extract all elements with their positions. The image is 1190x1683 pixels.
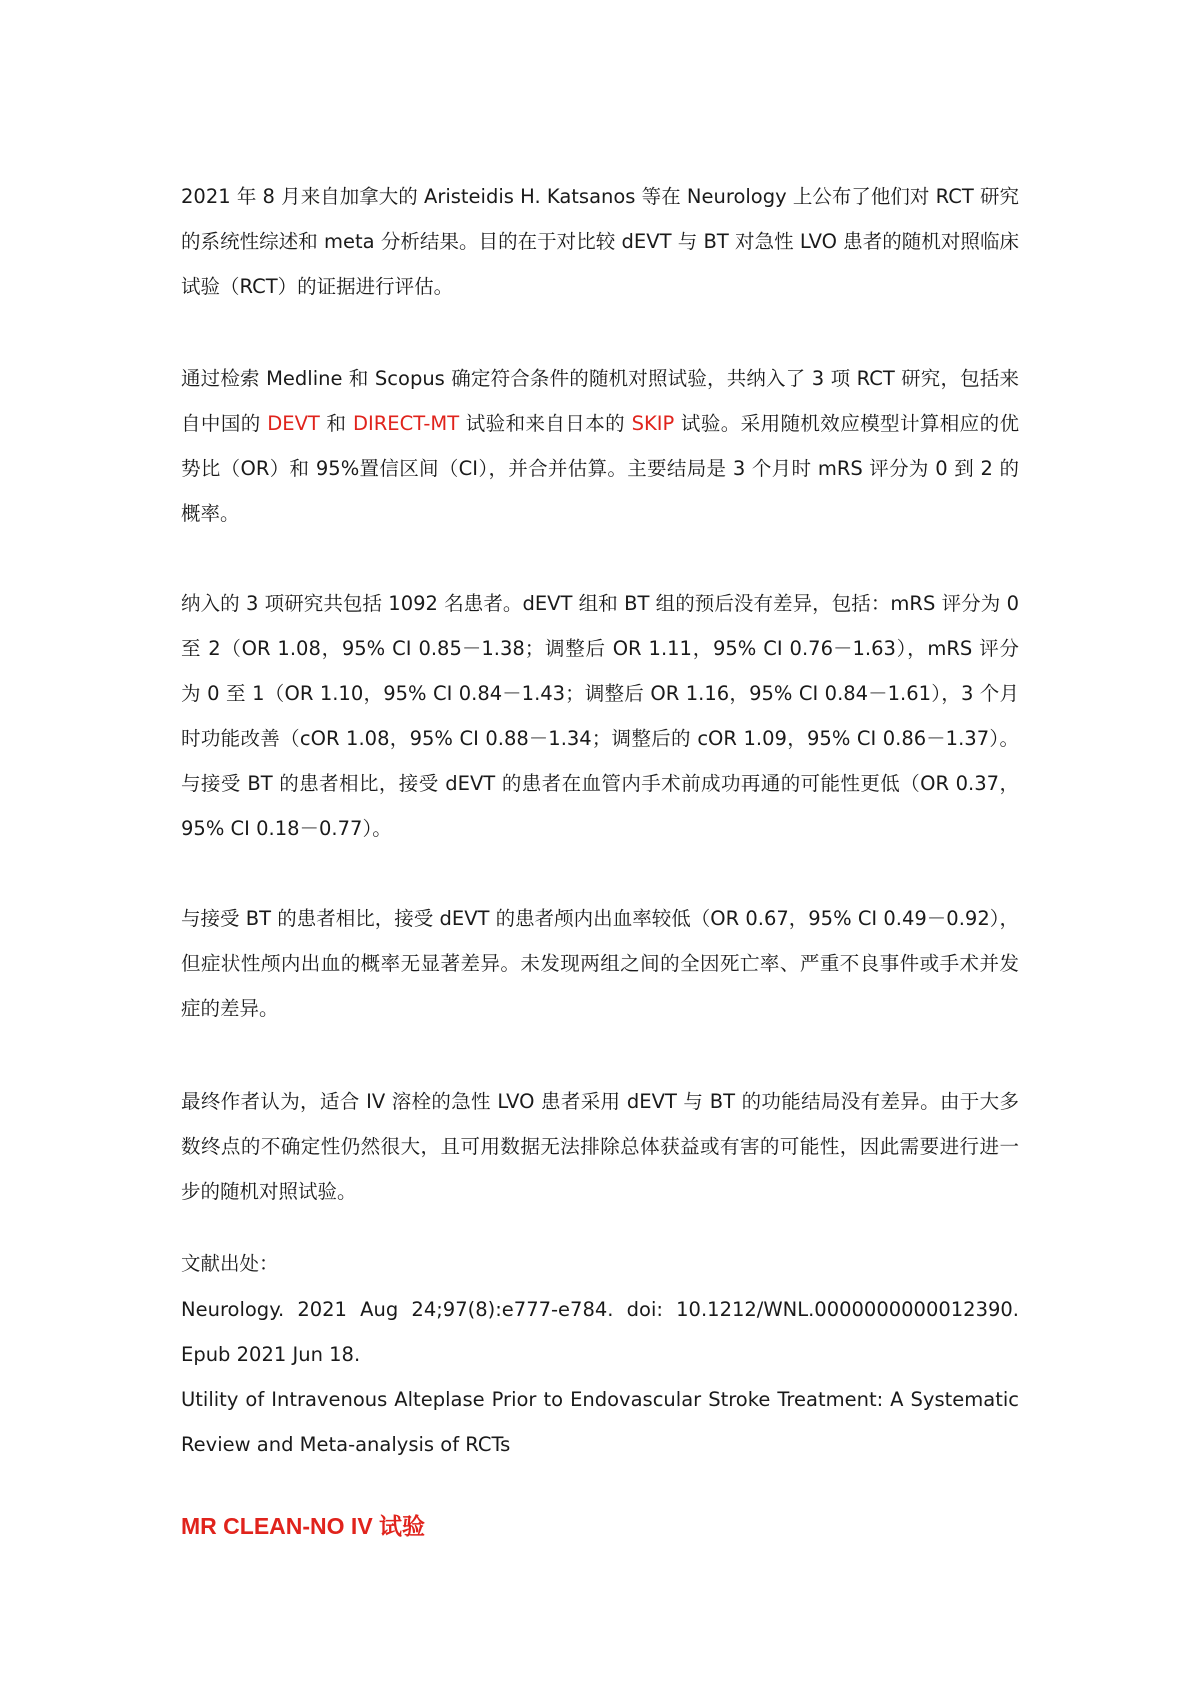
reference-title: Utility of Intravenous Alteplase Prior to Endovascular Stroke Treatment: A Systematic Review and Meta-analysis of RCTs [181, 1388, 1019, 1456]
methods-text-a: 通过检索 Medline 和 Scopus 确定符合条件的随机对照试验，共纳入了 3 项 RCT 研究，包括来自中国的 [181, 366, 1019, 435]
methods-text-d: 试验。采用随机效应模型计算相应的优势比（OR）和 95%置信区间（CI），并合并估算。主要结局是 3 个月时 mRS 评分为 0 到 2 的概率。 [181, 411, 1019, 525]
trial-devt-link[interactable]: DEVT [267, 411, 320, 435]
trial-direct-mt-link[interactable]: DIRECT-MT [352, 411, 460, 435]
paragraph-conclusion: 最终作者认为，适合 IV 溶栓的急性 LVO 患者采用 dEVT 与 BT 的功能结局没有差异。由于大多数终点的不确定性仍然很大，且可用数据无法排除总体获益或有害的可能性，因此需要进行进一步的随机对照试验。 [181, 1089, 1019, 1203]
paragraph-methods [181, 356, 1019, 536]
paragraph-safety: 与接受 BT 的患者相比，接受 dEVT 的患者颅内出血率较低（OR 0.67，95% CI 0.49－0.92），但症状性颅内出血的概率无显著差异。未发现两组之间的全因死亡率、严重不良事件或手术并发症的差异。 [181, 906, 1019, 1020]
paragraph-results: 纳入的 3 项研究共包括 1092 名患者。dEVT 组和 BT 组的预后没有差异，包括：mRS 评分为 0 至 2（OR 1.08，95% CI 0.85－1.38；调整后 OR 1.11，95% CI 0.76－1.63），mRS 评分为 0 至 1（OR 1.10，95% CI 0.84－1.43；调整后 OR 1.16，95% CI 0.84－1.61），3 个月时功能改善（cOR 1.08，95% CI 0.88－1.34；调整后的 cOR 1.09，95% CI 0.86－1.37）。与接受 BT 的患者相比，接受 dEVT 的患者在血管内手术前成功再通的可能性更低（OR 0.37，95% CI 0.18－0.77）。 [181, 591, 1019, 840]
reference-citation: Neurology. 2021 Aug 24;97(8):e777-e784. doi: 10.1212/WNL.0000000000012390. Epub 2021 Jun 18. [181, 1298, 1019, 1366]
section-heading: MR CLEAN-NO IV 试验 [181, 1513, 426, 1539]
reference-label: 文献出处： [181, 1252, 279, 1275]
methods-text-b: 和 [319, 411, 353, 435]
paragraph-intro: 2021 年 8 月来自加拿大的 Aristeidis H. Katsanos 等在 Neurology 上公布了他们对 RCT 研究的系统性综述和 meta 分析结果。目的在于对比较 dEVT 与 BT 对急性 LVO 患者的随机对照临床试验（RCT）的证据进行评估。 [181, 184, 1019, 298]
methods-text-c: 试验和来自日本的 [459, 411, 632, 435]
trial-skip-link[interactable]: SKIP [631, 411, 675, 435]
